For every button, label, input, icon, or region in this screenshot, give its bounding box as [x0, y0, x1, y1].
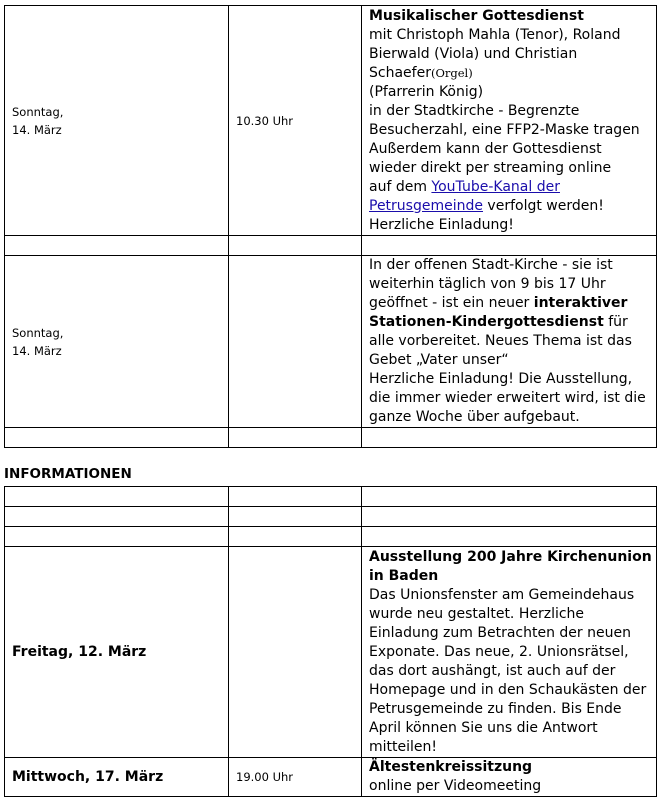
empty-row	[5, 487, 657, 507]
date-cell	[5, 256, 229, 428]
event-day: Sonntag,	[12, 325, 64, 340]
event-date: 14. März	[12, 122, 62, 137]
table-row	[5, 6, 657, 236]
event-performers: mit Christoph Mahla (Tenor), Roland Bierwald (Viola) und Christian Schaefer(Orgel)	[369, 26, 621, 81]
event-pastor: (Pfarrerin König)	[369, 83, 484, 100]
info-title: Ältestenkreissitzung	[369, 759, 533, 775]
event-description: In der offenen Stadt-Kirche - sie ist weiterhin täglich von 9 bis 17 Uhr geöffnet - ist ein neuer interaktiver Stationen-Kindergottesdienst für alle vorbereitet. Neues Thema ist das Gebet „Vater unser“	[369, 257, 632, 368]
events-table	[4, 5, 657, 448]
info-text: Das Unionsfenster am Gemeindehaus wurde neu gestaltet. Herzliche Einladung zum Betrachten der neuen Exponate. Das neue, 2. Unionsrätsel, das dort aushängt, ist auch auf der Homepage und in den Schaukästen der Petrusgemeinde zu finden. Bis Ende April können Sie uns die Antwort mitteilen!	[369, 586, 647, 755]
description-cell	[362, 547, 657, 758]
table-row	[5, 758, 657, 797]
table-row	[5, 547, 657, 758]
table-row	[5, 256, 657, 428]
section-heading: INFORMATIONEN	[4, 466, 132, 482]
empty-row	[5, 507, 657, 527]
event-date: 14. März	[12, 343, 62, 358]
empty-row	[5, 527, 657, 547]
date-cell: Freitag, 12. März	[5, 547, 229, 758]
description-cell	[362, 6, 657, 236]
time-cell	[229, 256, 362, 428]
time-cell	[229, 547, 362, 758]
description-cell	[362, 256, 657, 428]
description-cell	[362, 758, 657, 797]
event-day: Sonntag,	[12, 104, 64, 119]
event-streaming-note: Außerdem kann der Gottesdienst wieder direkt per streaming online	[369, 140, 612, 176]
youtube-channel-link[interactable]: YouTube-Kanal der Petrusgemeinde	[369, 178, 560, 214]
date-cell	[5, 6, 229, 236]
event-title: Musikalischer Gottesdienst	[369, 7, 584, 24]
info-text: online per Videomeeting	[369, 778, 542, 794]
time-cell: 10.30 Uhr	[229, 6, 362, 236]
time-cell: 19.00 Uhr	[229, 758, 362, 797]
info-title: Ausstellung 200 Jahre Kirchenunion in Baden	[369, 548, 652, 584]
event-location-note: in der Stadtkirche - Begrenzte Besucherzahl, eine FFP2-Maske tragen	[369, 102, 640, 138]
empty-row	[5, 428, 657, 448]
empty-row	[5, 236, 657, 256]
date-cell: Mittwoch, 17. März	[5, 758, 229, 797]
event-streaming-link-line: auf dem YouTube-Kanal der Petrusgemeinde verfolgt werden!	[369, 178, 604, 214]
info-table	[4, 486, 657, 797]
event-closing: Herzliche Einladung! Die Ausstellung, die immer wieder erweitert wird, ist die ganze Woche über aufgebaut.	[369, 371, 646, 425]
event-closing: Herzliche Einladung!	[369, 216, 514, 233]
